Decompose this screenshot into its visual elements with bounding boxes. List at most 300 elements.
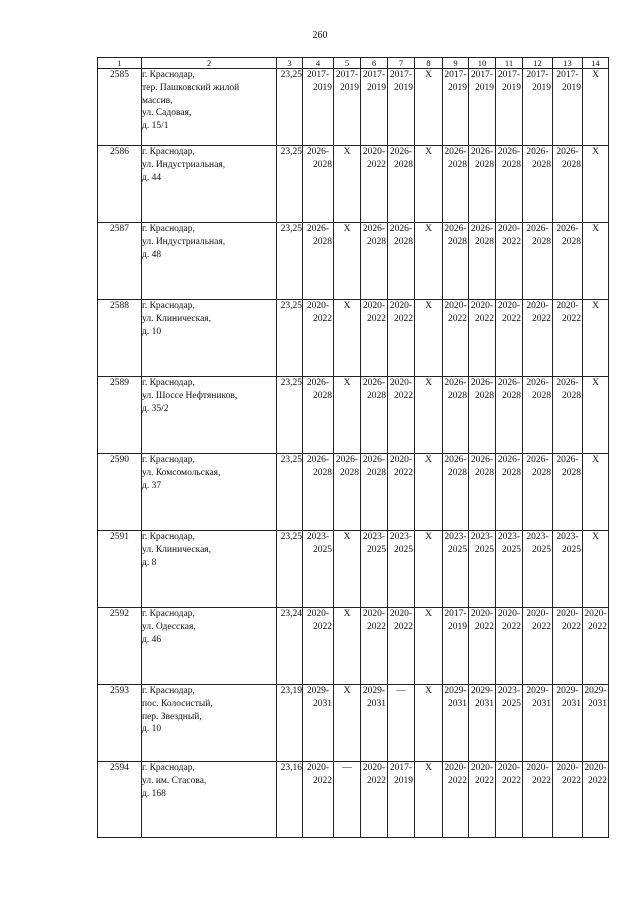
- period-end: 2025: [562, 544, 581, 555]
- period-cell: [388, 69, 415, 146]
- period-cell: [334, 531, 361, 608]
- area-cell: 23,25: [277, 146, 303, 223]
- period-cell: [553, 377, 583, 454]
- row-number: 2589: [98, 377, 142, 454]
- table-row: [98, 454, 609, 531]
- period-start: 2020-: [526, 301, 549, 311]
- period-end: 2028: [475, 236, 494, 247]
- period-start: 2026-: [306, 147, 330, 157]
- period-end: 2022: [532, 775, 551, 786]
- address-line: пер. Звездный,: [142, 711, 202, 722]
- period-start: 2017-: [444, 609, 467, 619]
- period-end: 2022: [394, 467, 413, 478]
- address-line: д. 48: [142, 249, 162, 260]
- period-cell: [553, 762, 583, 838]
- period-end: 2022: [394, 313, 413, 324]
- area-cell: 23,25: [277, 377, 303, 454]
- period-start: X: [592, 147, 599, 157]
- period-start: 2020-: [470, 609, 494, 619]
- period-end: 2019: [532, 82, 551, 93]
- period-start: 2026-: [497, 147, 521, 157]
- address-line: г. Краснодар,: [142, 147, 195, 157]
- period-cell: [553, 531, 583, 608]
- address-line: д. 15/1: [142, 121, 169, 132]
- period-start: X: [425, 378, 432, 388]
- period-start: 2020-: [556, 301, 579, 311]
- row-number: 2592: [98, 608, 142, 685]
- address-cell: [142, 223, 277, 300]
- address-line: г. Краснодар,: [142, 224, 195, 234]
- period-end: 2022: [313, 313, 332, 324]
- period-cell: [334, 69, 361, 146]
- period-start: 2026-: [444, 378, 467, 388]
- address-line: д. 8: [142, 557, 157, 568]
- period-end: 2028: [502, 390, 521, 401]
- period-cell: [469, 531, 496, 608]
- period-cell: [553, 454, 583, 531]
- column-header: 14: [583, 58, 609, 69]
- period-start: 2020-: [526, 763, 549, 773]
- address-line: пос. Колосистый,: [142, 698, 213, 709]
- period-cell: [496, 377, 523, 454]
- period-start: 2026-: [526, 224, 549, 234]
- address-line: ул. Одесская,: [142, 621, 196, 632]
- period-start: X: [343, 532, 351, 542]
- period-cell: [583, 146, 609, 223]
- period-cell: [361, 454, 388, 531]
- period-start: 2023-: [470, 532, 494, 542]
- period-end: 2025: [448, 544, 467, 555]
- period-cell: [361, 685, 388, 762]
- period-end: 2031: [588, 698, 607, 709]
- period-end: 2028: [367, 390, 386, 401]
- address-cell: [142, 377, 277, 454]
- period-cell: [553, 69, 583, 146]
- period-start: X: [592, 455, 599, 465]
- period-end: 2022: [448, 775, 467, 786]
- period-cell: [415, 146, 443, 223]
- period-start: 2023-: [362, 532, 386, 542]
- period-cell: [496, 69, 523, 146]
- period-cell: [496, 685, 523, 762]
- period-end: 2025: [532, 544, 551, 555]
- period-start: X: [425, 455, 432, 465]
- address-cell: [142, 146, 277, 223]
- period-start: 2017-: [526, 70, 549, 80]
- table-row: [98, 762, 609, 838]
- address-line: ул. им. Стасова,: [142, 775, 207, 786]
- period-start: 2020-: [389, 455, 413, 465]
- column-header: 6: [361, 58, 388, 69]
- row-number: 2593: [98, 685, 142, 762]
- area-cell: 23,16: [277, 762, 303, 838]
- period-start: X: [343, 301, 351, 311]
- table-row: [98, 146, 609, 223]
- period-end: 2022: [562, 313, 581, 324]
- period-start: X: [425, 532, 432, 542]
- period-end: 2022: [367, 621, 386, 632]
- period-cell: [469, 377, 496, 454]
- period-start: X: [592, 532, 599, 542]
- address-line: г. Краснодар,: [142, 455, 195, 465]
- period-cell: [583, 454, 609, 531]
- period-cell: [388, 223, 415, 300]
- page-number: 260: [312, 30, 328, 41]
- period-end: 2022: [562, 621, 581, 632]
- period-start: 2026-: [444, 147, 467, 157]
- period-start: 2026-: [497, 455, 521, 465]
- period-start: X: [343, 686, 351, 696]
- period-start: 2020-: [470, 301, 494, 311]
- period-cell: [469, 762, 496, 838]
- area-cell: 23,25: [277, 454, 303, 531]
- period-cell: [553, 146, 583, 223]
- period-end: 2022: [502, 313, 521, 324]
- period-end: 2031: [532, 698, 551, 709]
- period-start: 2020-: [444, 301, 467, 311]
- period-cell: [496, 531, 523, 608]
- period-start: 2026-: [362, 455, 386, 465]
- period-end: 2022: [313, 621, 332, 632]
- period-cell: [443, 377, 469, 454]
- period-end: 2028: [394, 236, 413, 247]
- address-line: г. Краснодар,: [142, 763, 195, 773]
- period-start: 2020-: [556, 609, 579, 619]
- registry-body: [98, 69, 609, 838]
- column-header: 9: [443, 58, 469, 69]
- period-cell: [523, 531, 553, 608]
- period-start: 2029-: [470, 686, 494, 696]
- period-cell: [334, 762, 361, 838]
- period-start: X: [425, 609, 432, 619]
- period-end: 2022: [502, 236, 521, 247]
- address-cell: [142, 608, 277, 685]
- period-cell: [443, 685, 469, 762]
- period-end: 2025: [475, 544, 494, 555]
- period-cell: [523, 223, 553, 300]
- period-start: 2026-: [497, 378, 521, 388]
- period-cell: [523, 454, 553, 531]
- column-header: 11: [496, 58, 523, 69]
- period-cell: [523, 377, 553, 454]
- period-start: 2026-: [470, 455, 494, 465]
- period-start: 2020-: [306, 301, 330, 311]
- period-start: 2026-: [526, 378, 549, 388]
- period-end: 2031: [475, 698, 494, 709]
- period-cell: [523, 69, 553, 146]
- period-end: 2022: [475, 775, 494, 786]
- period-start: X: [343, 147, 351, 157]
- address-cell: [142, 762, 277, 838]
- period-end: 2025: [367, 544, 386, 555]
- address-cell: [142, 69, 277, 146]
- period-end: 2028: [532, 236, 551, 247]
- period-cell: [415, 300, 443, 377]
- period-cell: [334, 608, 361, 685]
- period-start: X: [425, 147, 432, 157]
- period-start: 2026-: [389, 147, 413, 157]
- address-line: ул. Шоссе Нефтяников,: [142, 390, 238, 401]
- period-start: X: [425, 763, 432, 773]
- period-cell: [523, 762, 553, 838]
- column-header: 2: [142, 58, 277, 69]
- period-cell: [496, 146, 523, 223]
- period-end: 2019: [313, 82, 332, 93]
- period-start: 2026-: [335, 455, 359, 465]
- period-cell: [361, 146, 388, 223]
- address-line: г. Краснодар,: [142, 609, 195, 619]
- period-end: 2028: [367, 236, 386, 247]
- period-end: 2022: [502, 775, 521, 786]
- period-end: 2028: [448, 467, 467, 478]
- period-end: 2025: [313, 544, 332, 555]
- period-cell: [496, 762, 523, 838]
- period-cell: [469, 146, 496, 223]
- table-row: [98, 608, 609, 685]
- period-start: 2020-: [497, 301, 521, 311]
- period-start: 2029-: [584, 686, 607, 696]
- period-end: 2031: [313, 698, 332, 709]
- period-cell: [553, 685, 583, 762]
- period-start: 2026-: [389, 224, 413, 234]
- column-header: 13: [553, 58, 583, 69]
- period-cell: [583, 300, 609, 377]
- period-start: X: [592, 301, 599, 311]
- column-header: 3: [277, 58, 303, 69]
- period-start: 2029-: [306, 686, 330, 696]
- period-cell: [415, 685, 443, 762]
- period-end: 2022: [475, 621, 494, 632]
- period-cell: [415, 69, 443, 146]
- period-end: 2022: [588, 775, 607, 786]
- period-end: 2028: [313, 236, 332, 247]
- area-cell: 23,25: [277, 69, 303, 146]
- period-start: 2020-: [556, 763, 579, 773]
- period-start: X: [343, 378, 351, 388]
- period-end: 2022: [367, 775, 386, 786]
- period-start: 2023-: [556, 532, 579, 542]
- period-start: 2020-: [306, 609, 330, 619]
- table-row: [98, 685, 609, 762]
- period-cell: [388, 762, 415, 838]
- period-end: 2028: [313, 390, 332, 401]
- period-end: 2022: [448, 313, 467, 324]
- period-cell: [303, 300, 334, 377]
- period-end: 2028: [475, 159, 494, 170]
- period-start: 2017-: [306, 70, 330, 80]
- period-end: 2028: [448, 390, 467, 401]
- period-cell: [443, 762, 469, 838]
- period-cell: [388, 608, 415, 685]
- period-cell: [361, 608, 388, 685]
- period-start: 2026-: [470, 378, 494, 388]
- address-line: д. 168: [142, 788, 166, 799]
- address-cell: [142, 454, 277, 531]
- period-cell: [415, 608, 443, 685]
- period-start: 2023-: [497, 532, 521, 542]
- period-end: 2022: [367, 159, 386, 170]
- period-cell: [388, 377, 415, 454]
- column-number-row: [98, 58, 609, 69]
- address-line: ул. Комсомольская,: [142, 467, 221, 478]
- period-end: 2028: [562, 390, 581, 401]
- period-end: 2019: [340, 82, 359, 93]
- address-line: г. Краснодар,: [142, 686, 195, 696]
- period-cell: [443, 146, 469, 223]
- period-end: 2019: [367, 82, 386, 93]
- address-line: г. Краснодар,: [142, 301, 195, 311]
- period-start: 2020-: [526, 609, 549, 619]
- period-start: 2023-: [306, 532, 330, 542]
- period-end: 2028: [340, 467, 359, 478]
- address-line: массив,: [142, 95, 173, 106]
- address-line: д. 10: [142, 326, 162, 337]
- period-end: 2019: [394, 775, 413, 786]
- period-start: X: [343, 609, 351, 619]
- period-start: 2020-: [362, 609, 386, 619]
- period-end: 2028: [367, 467, 386, 478]
- column-header: 4: [303, 58, 334, 69]
- period-start: X: [592, 70, 599, 80]
- area-cell: 23,19: [277, 685, 303, 762]
- period-cell: [496, 223, 523, 300]
- address-line: ул. Клиническая,: [142, 544, 212, 555]
- period-cell: [583, 762, 609, 838]
- period-cell: [361, 762, 388, 838]
- period-cell: [469, 685, 496, 762]
- period-start: 2026-: [556, 147, 579, 157]
- period-start: 2020-: [497, 224, 521, 234]
- column-header: 12: [523, 58, 553, 69]
- period-cell: [443, 300, 469, 377]
- period-end: 2028: [562, 467, 581, 478]
- period-end: 2022: [532, 621, 551, 632]
- period-start: 2026-: [556, 224, 579, 234]
- period-end: 2031: [367, 698, 386, 709]
- address-cell: [142, 300, 277, 377]
- period-end: 2019: [475, 82, 494, 93]
- period-end: 2025: [394, 544, 413, 555]
- period-end: 2019: [502, 82, 521, 93]
- period-start: X: [592, 224, 599, 234]
- address-line: д. 35/2: [142, 403, 169, 414]
- period-end: 2025: [502, 698, 521, 709]
- period-start: 2026-: [556, 378, 579, 388]
- column-header: 5: [334, 58, 361, 69]
- period-start: X: [592, 378, 599, 388]
- row-number: 2591: [98, 531, 142, 608]
- period-start: 2026-: [444, 224, 467, 234]
- period-cell: [303, 223, 334, 300]
- period-cell: [388, 685, 415, 762]
- period-start: 2020-: [362, 763, 386, 773]
- table-row: [98, 69, 609, 146]
- period-start: 2026-: [362, 378, 386, 388]
- period-cell: [303, 146, 334, 223]
- period-start: 2023-: [444, 532, 467, 542]
- period-end: 2022: [313, 775, 332, 786]
- period-end: 2019: [448, 82, 467, 93]
- period-end: 2025: [502, 544, 521, 555]
- period-cell: [469, 69, 496, 146]
- period-start: X: [425, 301, 432, 311]
- period-start: 2026-: [526, 455, 549, 465]
- period-cell: [583, 685, 609, 762]
- period-cell: [415, 223, 443, 300]
- period-cell: [496, 608, 523, 685]
- period-cell: [496, 300, 523, 377]
- period-start: 2026-: [306, 224, 330, 234]
- period-end: 2031: [448, 698, 467, 709]
- period-cell: [303, 762, 334, 838]
- period-cell: [415, 377, 443, 454]
- period-cell: [443, 608, 469, 685]
- period-start: 2020-: [389, 378, 413, 388]
- area-cell: 23,25: [277, 300, 303, 377]
- period-cell: [553, 223, 583, 300]
- column-header: 8: [415, 58, 443, 69]
- period-start: 2020-: [497, 609, 521, 619]
- period-start: 2017-: [470, 70, 494, 80]
- period-start: 2020-: [389, 609, 413, 619]
- period-start: X: [425, 686, 432, 696]
- period-cell: [415, 531, 443, 608]
- column-header: 1: [98, 58, 142, 69]
- period-start: X: [425, 224, 432, 234]
- period-cell: [361, 300, 388, 377]
- period-cell: [388, 300, 415, 377]
- address-cell: [142, 685, 277, 762]
- period-start: 2026-: [306, 378, 330, 388]
- period-end: 2028: [532, 467, 551, 478]
- period-cell: [469, 300, 496, 377]
- period-end: 2022: [588, 621, 607, 632]
- address-line: д. 44: [142, 172, 162, 183]
- row-number: 2588: [98, 300, 142, 377]
- period-start: 2020-: [306, 763, 330, 773]
- period-end: 2019: [394, 82, 413, 93]
- period-cell: [361, 377, 388, 454]
- address-line: г. Краснодар,: [142, 378, 195, 388]
- period-start: 2023-: [497, 686, 521, 696]
- period-cell: [303, 608, 334, 685]
- period-start: 2020-: [470, 763, 494, 773]
- period-start: 2029-: [444, 686, 467, 696]
- period-start: 2029-: [362, 686, 386, 696]
- period-cell: [415, 454, 443, 531]
- period-end: 2028: [562, 236, 581, 247]
- period-end: 2022: [562, 775, 581, 786]
- period-cell: [334, 146, 361, 223]
- table-row: [98, 223, 609, 300]
- period-start: 2017-: [556, 70, 579, 80]
- period-start: 2026-: [556, 455, 579, 465]
- period-start: 2029-: [556, 686, 579, 696]
- period-start: 2020-: [389, 301, 413, 311]
- period-cell: [303, 69, 334, 146]
- period-cell: [303, 531, 334, 608]
- period-start: —: [342, 763, 352, 773]
- address-line: ул. Индустриальная,: [142, 236, 226, 247]
- address-line: д. 46: [142, 634, 162, 645]
- row-number: 2586: [98, 146, 142, 223]
- period-cell: [583, 223, 609, 300]
- period-start: X: [343, 224, 351, 234]
- period-cell: [334, 223, 361, 300]
- address-line: тер. Пашковский жилой: [142, 82, 240, 93]
- period-end: 2022: [394, 390, 413, 401]
- table-row: [98, 531, 609, 608]
